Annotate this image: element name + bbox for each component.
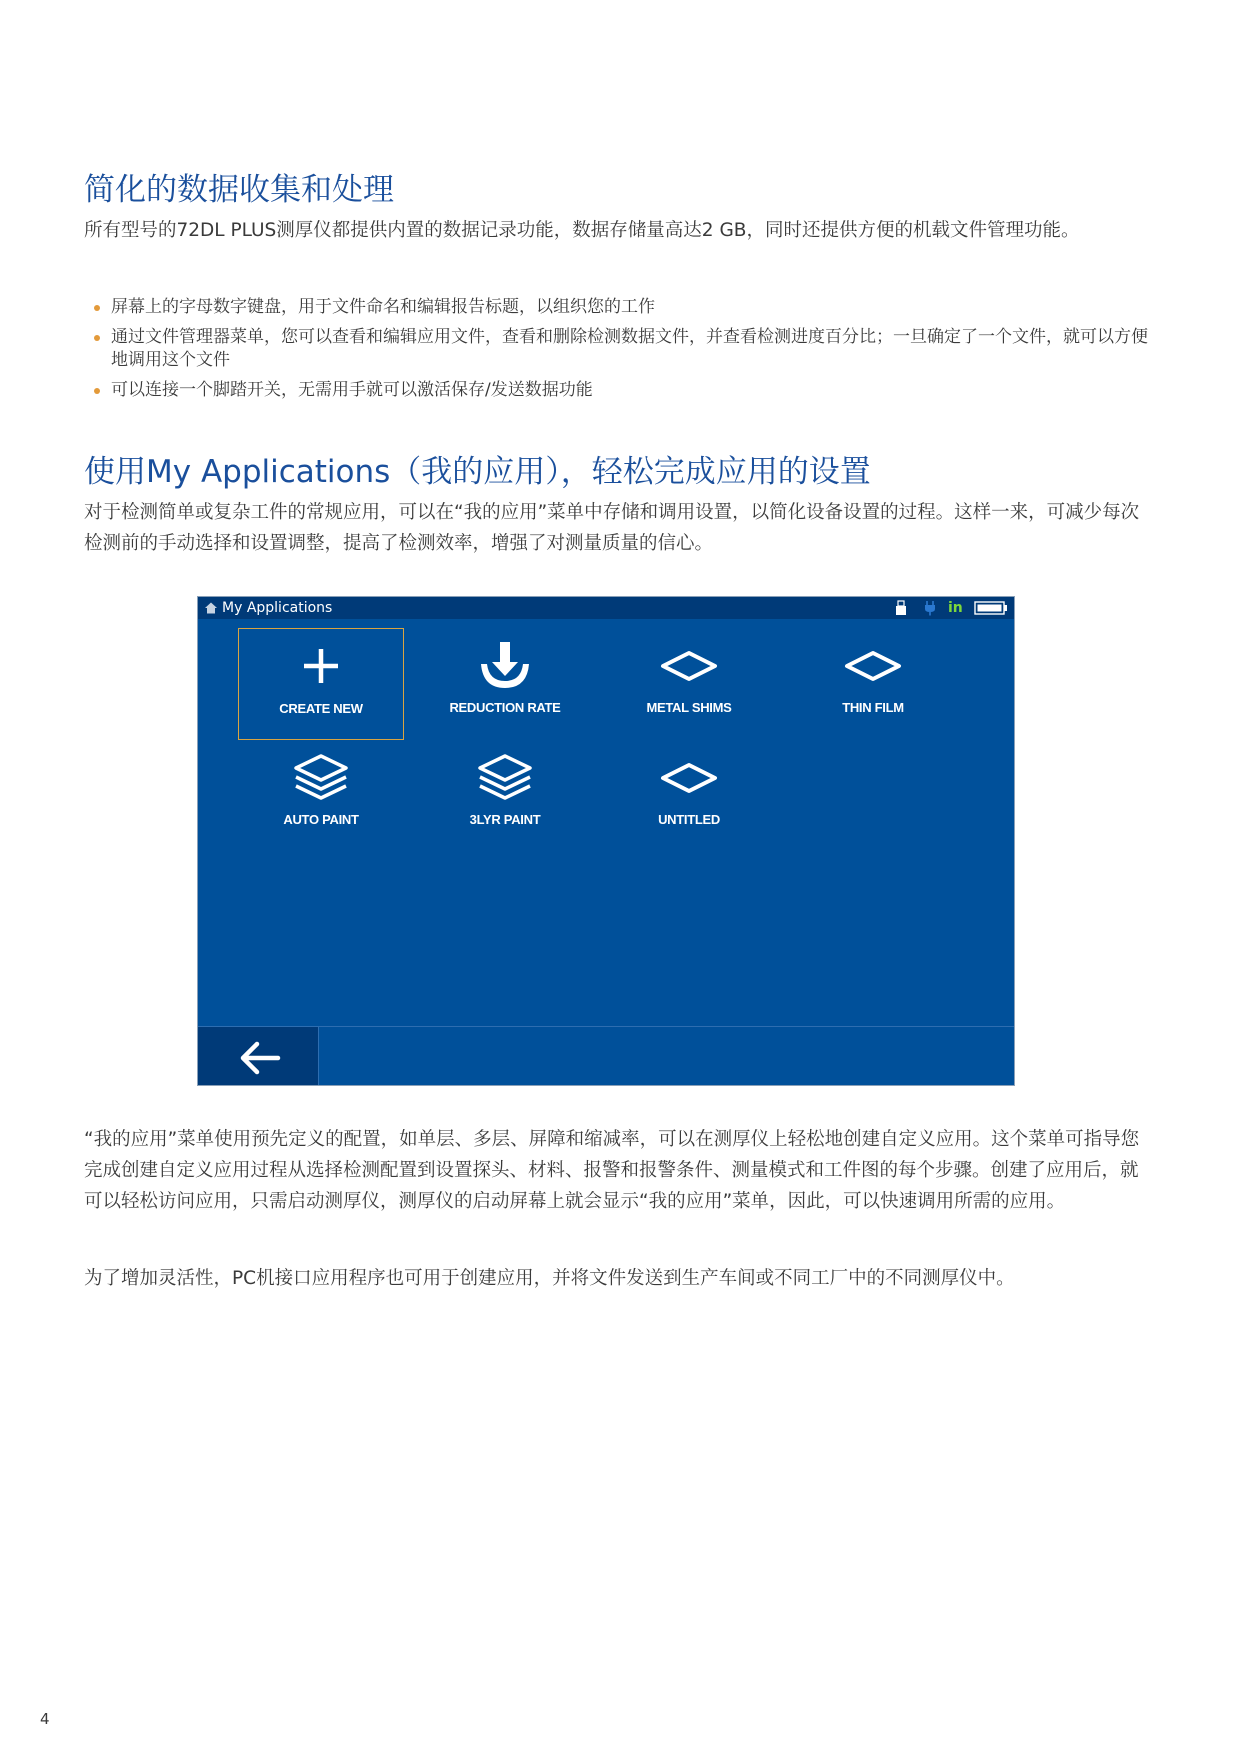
page-number: 4 <box>40 1710 50 1728</box>
single-layer-icon <box>657 638 721 692</box>
bullet-item: 屏幕上的字母数字键盘，用于文件命名和编辑报告标题，以组织您的工作 <box>84 296 1156 319</box>
app-label: UNTITLED <box>658 812 720 827</box>
section-heading-data-collection: 简化的数据收集和处理 <box>84 172 394 208</box>
app-thin-film[interactable] <box>790 628 956 740</box>
home-icon[interactable] <box>204 601 218 615</box>
app-create-new[interactable] <box>238 628 404 740</box>
bullet-item: 可以连接一个脚踏开关，无需用手就可以激活保存/发送数据功能 <box>84 379 1156 402</box>
section-intro-my-applications: 对于检测简单或复杂工件的常规应用，可以在“我的应用”菜单中存储和调用设置，以简化设备设置的过程。这样一来，可减少每次检测前的手动选择和设置调整，提高了检测效率，增强了对测量质量的信心。 <box>84 502 1140 554</box>
status-bar <box>198 597 1014 619</box>
screen-title: My Applications <box>222 600 333 616</box>
bullet-item: 通过文件管理器菜单，您可以查看和编辑应用文件，查看和删除检测数据文件，并查看检测进度百分比；一旦确定了一个文件，就可以方便地调用这个文件 <box>84 326 1156 372</box>
app-reduction-rate[interactable] <box>422 628 588 740</box>
bullet-dot-icon <box>94 335 100 341</box>
feature-bullet-list <box>84 296 1156 409</box>
bullet-dot-icon <box>94 388 100 394</box>
section-intro-data-collection: 所有型号的72DL PLUS测厚仪都提供内置的数据记录功能，数据存储量高达2 GB，同时还提供方便的机载文件管理功能。 <box>84 220 1080 241</box>
app-3lyr-paint[interactable] <box>422 740 588 852</box>
back-arrow-icon <box>238 1041 282 1075</box>
pc-interface-description: 为了增加灵活性，PC机接口应用程序也可用于创建应用，并将文件发送到生产车间或不同工厂中的不同测厚仪中。 <box>84 1268 1015 1289</box>
battery-icon <box>974 601 1008 615</box>
unit-indicator: in <box>948 600 963 616</box>
back-button[interactable] <box>198 1027 319 1086</box>
plus-icon <box>289 639 353 693</box>
my-applications-description: “我的应用”菜单使用预先定义的配置，如单层、多层、屏障和缩减率，可以在测厚仪上轻松地创建自定义应用。这个菜单可指导您完成创建自定义应用过程从选择检测配置到设置探头、材料、报警和报警条件、测量模式和工件图的每个步骤。创建了应用后，就可以轻松访问应用，只需启动测厚仪，测厚仪的启动屏幕上就会显示“我的应用”菜单，因此，可以快速调用所需的应用。 <box>84 1129 1140 1212</box>
single-layer-icon <box>841 638 905 692</box>
app-label: AUTO PAINT <box>283 812 359 827</box>
reduction-rate-icon <box>473 638 537 692</box>
app-label: 3LYR PAINT <box>469 812 541 827</box>
app-untitled[interactable] <box>606 740 772 852</box>
power-plug-icon <box>924 600 936 616</box>
app-label: REDUCTION RATE <box>449 700 561 715</box>
multi-layer-icon <box>473 750 537 804</box>
section-heading-my-applications: 使用My Applications（我的应用），轻松完成应用的设置 <box>84 454 871 490</box>
my-applications-screen <box>197 596 1015 1086</box>
usb-drive-icon <box>895 600 907 616</box>
multi-layer-icon <box>289 750 353 804</box>
app-label: CREATE NEW <box>279 701 363 716</box>
bullet-dot-icon <box>94 305 100 311</box>
app-auto-paint[interactable] <box>238 740 404 852</box>
app-label: THIN FILM <box>842 700 904 715</box>
bottom-softkey-bar <box>198 1026 1014 1086</box>
app-label: METAL SHIMS <box>646 700 732 715</box>
single-layer-icon <box>657 750 721 804</box>
app-metal-shims[interactable] <box>606 628 772 740</box>
